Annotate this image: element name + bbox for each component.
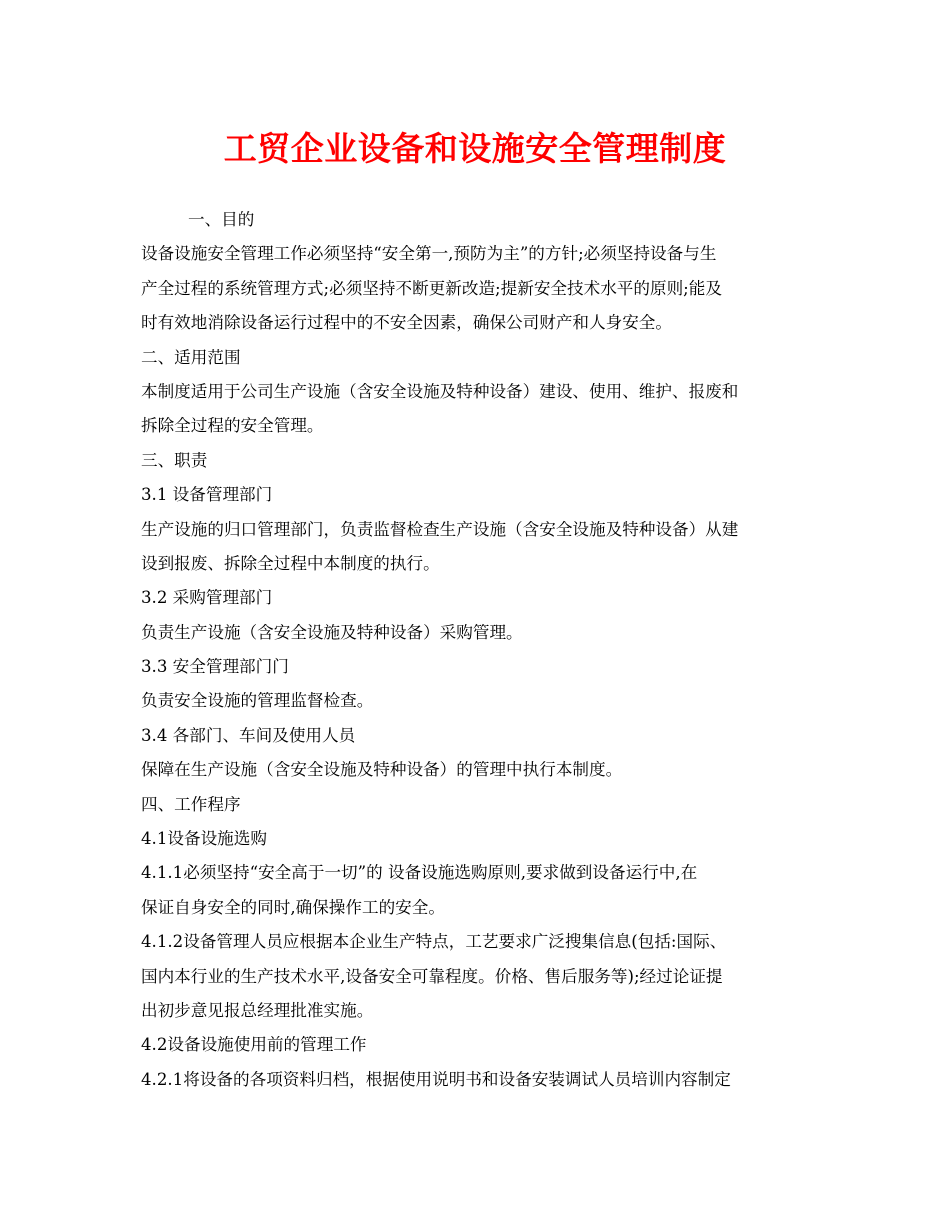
text-line: 拆除全过程的安全管理。 <box>141 416 324 436</box>
text-line: 4.1设备设施选购 <box>141 829 267 849</box>
text-line: 4.2.1将设备的各项资料归档，根据使用说明书和设备安装调试人员培训内容制定 <box>141 1069 731 1089</box>
text-line: 负责安全设施的管理监督检查。 <box>141 691 374 711</box>
text-line: 设到报废、拆除全过程中本制度的执行。 <box>141 553 440 573</box>
text-line: 保障在生产设施（含安全设施及特种设备）的管理中执行本制度。 <box>141 760 623 780</box>
text-line: 二、适用范围 <box>141 347 241 367</box>
section-heading-line: 一、目的 <box>188 210 255 229</box>
text-line: 三、职责 <box>141 450 208 470</box>
text-line: 3.2 采购管理部门 <box>141 588 273 608</box>
text-line: 3.4 各部门、车间及使用人员 <box>141 725 356 745</box>
text-line: 产全过程的系统管理方式;必须坚持不断更新改造;提新安全技术水平的原则;能及 <box>141 278 722 298</box>
text-line: 4.1.2设备管理人员应根据本企业生产特点，工艺要求广泛搜集信息(包括:国际、 <box>141 932 727 952</box>
text-line: 国内本行业的生产技术水平,设备安全可靠程度。价格、售后服务等);经过论证提 <box>141 966 723 986</box>
text-line: 生产设施的归口管理部门，负责监督检查生产设施（含安全设施及特种设备）从建 <box>141 519 739 539</box>
text-line: 设备设施安全管理工作必须坚持“安全第一,预防为主”的方针;必须坚持设备与生 <box>141 244 717 264</box>
text-line: 负责生产设施（含安全设施及特种设备）采购管理。 <box>141 622 523 642</box>
text-line: 4.1.1必须坚持“安全高于一切”的 设备设施选购原则,要求做到设备运行中,在 <box>141 863 698 883</box>
text-line: 4.2设备设施使用前的管理工作 <box>141 1035 367 1055</box>
text-line: 保证自身安全的同时,确保操作工的安全。 <box>141 897 445 917</box>
text-line: 3.3 安全管理部门门 <box>141 657 289 677</box>
document-body <box>141 203 813 1097</box>
text-line: 时有效地消除设备运行过程中的不安全因素，确保公司财产和人身安全。 <box>141 313 672 333</box>
text-line: 出初步意见报总经理批准实施。 <box>141 1000 374 1020</box>
text-line: 3.1 设备管理部门 <box>141 485 273 505</box>
text-line: 本制度适用于公司生产设施（含安全设施及特种设备）建设、使用、维护、报废和 <box>141 381 739 401</box>
text-line: 四、工作程序 <box>141 794 241 814</box>
document-title: 工贸企业设备和设施安全管理制度 <box>223 129 727 168</box>
